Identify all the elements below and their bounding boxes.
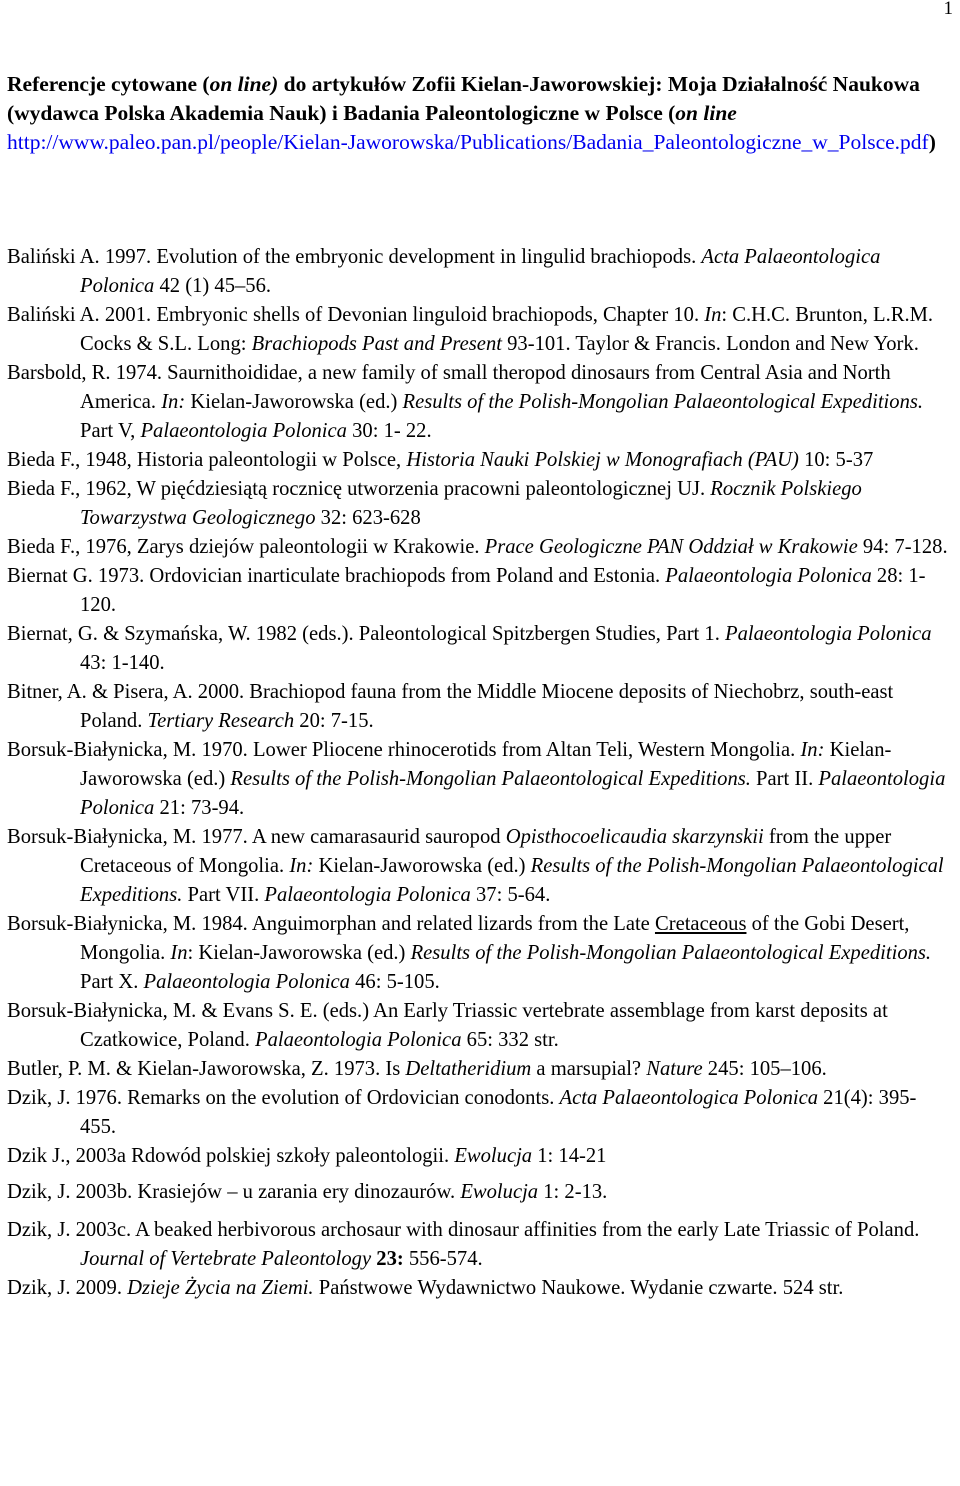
reference-text: Part V, [80, 420, 141, 442]
reference-text: Palaeontologia Polonica [80, 768, 946, 819]
reference-text: Baliński A. 2001. Embryonic shells of Devonian linguloid brachiopods, Chapter 10. [7, 304, 705, 326]
reference-text: of the Gobi Desert, Mongolia. [80, 913, 910, 964]
reference-text: Baliński A. 1997. Evolution of the embryonic development in lingulid brachiopods. [7, 246, 702, 268]
reference-text: Palaeontologia Polonica [725, 623, 932, 645]
reference-text: Palaeontologia Polonica [140, 420, 347, 442]
reference-text: Kielan-Jaworowska (ed.) [80, 739, 892, 790]
reference-entry [7, 1274, 952, 1303]
reference-text: : C.H.C. Brunton, L.R.M. Cocks & S.L. Long: [80, 304, 934, 355]
reference-text: 37: 5-64. [470, 884, 551, 906]
reference-text: 30: 1- 22. [346, 420, 432, 442]
reference-text: Dzik, J. 2009. [7, 1277, 128, 1299]
reference-text: Palaeontologia Polonica [255, 1029, 462, 1051]
reference-entry [7, 997, 952, 1055]
reference-text: Palaeontologia Polonica [665, 565, 872, 587]
reference-text: Part X. [80, 971, 144, 993]
reference-text: Dzik J., 2003a Rdowód polskiej szkoły paleontologii. [7, 1145, 455, 1167]
reference-text: a marsupial? [531, 1058, 647, 1080]
reference-text: Państwowe Wydawnictwo Naukowe. Wydanie czwarte. 524 str. [313, 1277, 844, 1299]
reference-text: 10: 5-37 [798, 449, 874, 471]
reference-text: Bieda F., 1948, Historia paleontologii w Polsce, [7, 449, 407, 471]
reference-entry [7, 1055, 952, 1084]
reference-list [7, 243, 952, 1303]
reference-text: 43: 1-140. [80, 652, 165, 674]
reference-text: 93-101. Taylor & Francis. London and New York. [501, 333, 919, 355]
heading-text: Referencje cytowane ( [7, 72, 210, 96]
reference-text: Dzik, J. 1976. Remarks on the evolution of Ordovician conodonts. [7, 1087, 560, 1109]
reference-text: Prace Geologiczne PAN Oddział w Krakowie [484, 536, 858, 558]
reference-text: Results of the Polish-Mongolian Palaeontological Expeditions. [410, 942, 932, 964]
reference-text: Acta Palaeontologica Polonica [559, 1087, 819, 1109]
reference-text: Results of the Polish-Mongolian Palaeontological Expeditions. [230, 768, 751, 790]
reference-text: Part VII. [182, 884, 265, 906]
reference-text: In [170, 942, 188, 964]
reference-text: 21(4): 395-455. [80, 1087, 917, 1138]
reference-text: Bieda F., 1962, W pięćdziesiątą rocznicę utworzenia pracowni paleontologicznej UJ. [7, 478, 711, 500]
reference-entry [7, 533, 952, 562]
heading-text: ) [928, 130, 936, 154]
reference-text: 245: 105–106. [702, 1058, 827, 1080]
reference-text: In: [161, 391, 186, 413]
reference-text: Dzik, J. 2003c. A beaked herbivorous archosaur with dinosaur affinities from the early Late Triassic of Poland. [7, 1219, 920, 1241]
reference-entry [7, 1084, 952, 1142]
reference-entry [7, 301, 952, 359]
reference-text: Part II. [750, 768, 819, 790]
reference-text: 32: 623-628 [315, 507, 421, 529]
reference-text: : Kielan-Jaworowska (ed.) [187, 942, 411, 964]
reference-text: Rocznik Polskiego Towarzystwa Geologicznego [80, 478, 862, 529]
reference-text: 20: 7-15. [294, 710, 374, 732]
reference-text: 21: 73-94. [154, 797, 245, 819]
reference-text: Bitner, A. & Pisera, A. 2000. Brachiopod fauna from the Middle Miocene deposits of Niechobrz, south-east Poland. [7, 681, 894, 732]
reference-entry [7, 1142, 952, 1171]
source-link[interactable]: http://www.paleo.pan.pl/people/Kielan-Jaworowska/Publications/Badania_Paleontologiczne_w_Polsce.pdf [7, 130, 929, 154]
reference-text: Dzik, J. 2003b. Krasiejów – u zarania ery dinozaurów. [7, 1181, 461, 1203]
reference-entry [7, 562, 952, 620]
reference-text: Historia Nauki Polskiej w Monografiach (PAU) [406, 449, 799, 471]
reference-text: 23: [376, 1248, 404, 1270]
reference-text: Palaeontologia Polonica [264, 884, 471, 906]
reference-text: Cretaceous [654, 913, 747, 935]
reference-text: Opisthocoelicaudia skarzynskii [505, 826, 764, 848]
reference-text: Borsuk-Białynicka, M. 1984. Anguimorphan and related lizards from the Late [7, 913, 655, 935]
reference-text: Barsbold, R. 1974. Saurnithoididae, a new family of small theropod dinosaurs from Central Asia and North America. [7, 362, 891, 413]
reference-entry [7, 243, 952, 301]
heading-text: on line) [209, 72, 279, 96]
reference-text: Borsuk-Białynicka, M. 1977. A new camarasaurid sauropod [7, 826, 506, 848]
reference-text: Results of the Polish-Mongolian Palaeontological Expeditions. [402, 391, 924, 413]
reference-text: Nature [646, 1058, 703, 1080]
reference-text: Acta Palaeontologica Polonica [80, 246, 881, 297]
reference-text: Butler, P. M. & Kielan-Jaworowska, Z. 1973. Is [7, 1058, 406, 1080]
reference-entry [7, 678, 952, 736]
heading-text: on line [675, 101, 737, 125]
reference-text: 94: 7-128. [857, 536, 948, 558]
reference-text: Kielan-Jaworowska (ed.) [313, 855, 531, 877]
reference-text: 65: 332 str. [461, 1029, 559, 1051]
reference-text: In: [289, 855, 314, 877]
reference-text: Brachiopods Past and Present [251, 333, 502, 355]
reference-entry [7, 823, 952, 910]
reference-text: Results of the Polish-Mongolian Palaeontological Expeditions. [80, 855, 944, 906]
reference-text: Biernat G. 1973. Ordovician inarticulate brachiopods from Poland and Estonia. [7, 565, 666, 587]
reference-text: In: [800, 739, 825, 761]
reference-entry [7, 736, 952, 823]
reference-entry [7, 475, 952, 533]
reference-entry [7, 620, 952, 678]
reference-text: from the upper Cretaceous of Mongolia. [80, 826, 892, 877]
reference-text: In [704, 304, 722, 326]
reference-text: Journal of Vertebrate Paleontology [80, 1248, 372, 1270]
reference-entry [7, 910, 952, 997]
reference-text: Ewolucja [460, 1181, 539, 1203]
reference-text: Biernat, G. & Szymańska, W. 1982 (eds.). Paleontological Spitzbergen Studies, Part 1. [7, 623, 726, 645]
reference-text: Borsuk-Białynicka, M. 1970. Lower Pliocene rhinocerotids from Altan Teli, Western Mongolia. [7, 739, 801, 761]
reference-entry [7, 1216, 952, 1274]
reference-text: Deltatheridium [405, 1058, 532, 1080]
reference-entry [7, 1178, 952, 1207]
reference-entry [7, 446, 952, 475]
reference-text: 28: 1-120. [80, 565, 926, 616]
page-number: 1 [943, 0, 953, 19]
reference-text: 1: 14-21 [532, 1145, 607, 1167]
reference-text: Palaeontologia Polonica [143, 971, 350, 993]
document-heading [7, 70, 952, 157]
reference-text: 556-574. [403, 1248, 483, 1270]
reference-text: Bieda F., 1976, Zarys dziejów paleontologii w Krakowie. [7, 536, 485, 558]
reference-text: 1: 2-13. [538, 1181, 608, 1203]
heading-text: do artykułów Zofii Kielan-Jaworowskiej: Moja Działalność Naukowa (wydawca Polska Akademia Nauk) i Badania Paleontologiczne w Polsce ( [7, 72, 920, 125]
reference-text: Tertiary Research [147, 710, 295, 732]
reference-text: Kielan-Jaworowska (ed.) [185, 391, 403, 413]
reference-entry [7, 359, 952, 446]
reference-text: 42 (1) 45–56. [154, 275, 272, 297]
reference-text: Ewolucja [454, 1145, 533, 1167]
reference-text: 46: 5-105. [349, 971, 440, 993]
reference-text: Dzieje Życia na Ziemi. [127, 1277, 314, 1299]
reference-text: Borsuk-Białynicka, M. & Evans S. E. (eds.) An Early Triassic vertebrate assemblage from karst deposits at Czatkowice, Poland. [7, 1000, 888, 1051]
